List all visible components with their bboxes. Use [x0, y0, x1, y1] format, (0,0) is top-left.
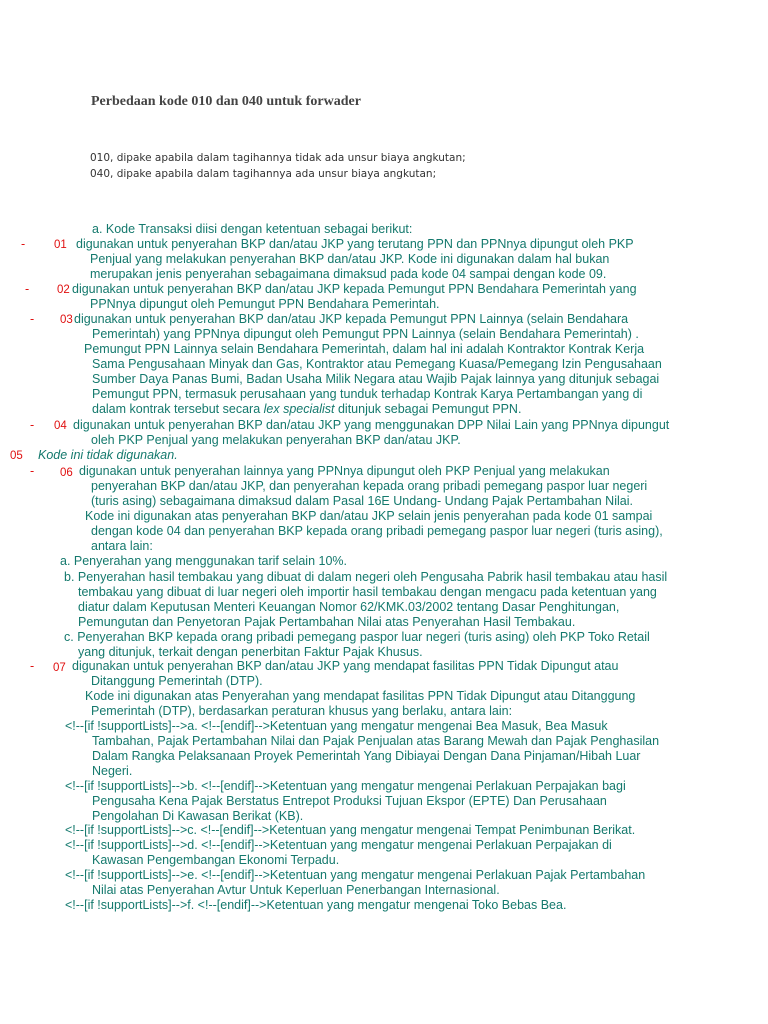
code-04-text: digunakan untuk penyerahan BKP dan/atau JKP yang menggunakan DPP Nilai Lain yang PPNnya dipungut	[73, 418, 670, 432]
intro-line-040: 040, dipake apabila dalam tagihannya ada unsur biaya angkutan;	[90, 168, 437, 180]
intro-line-010: 010, dipake apabila dalam tagihannya tidak ada unsur biaya angkutan;	[90, 152, 466, 164]
code-06-item-b: diatur dalam Keputusan Menteri Keuangan Nomor 62/KMK.03/2002 tentang Dasar Penghitungan,	[78, 600, 620, 614]
lex-specialist-term: lex specialist	[263, 402, 335, 416]
code-01-text: merupakan jenis penyerahan sebagaimana dimaksud pada kode 04 sampai dengan kode 09.	[90, 267, 607, 281]
code-02-text: PPNnya dipungut oleh Pemungut PPN Bendahara Pemerintah.	[90, 297, 440, 311]
code-01-text: Penjual yang melakukan penyerahan BKP dan/atau JKP. Kode ini digunakan dalam hal bukan	[90, 252, 610, 266]
code-03-text: Pemungut PPN, termasuk perusahaan yang tunduk terhadap Kontrak Karya Pertambangan yang di	[92, 387, 643, 401]
bullet-dash: -	[25, 282, 30, 296]
code-07: 07	[53, 662, 66, 674]
code-07-item-b: Pengusaha Kena Pajak Berstatus Entrepot Produksi Tujuan Ekspor (EPTE) Dan Perusahaan	[92, 794, 607, 808]
code-06-item-a: a. Penyerahan yang menggunakan tarif selain 10%.	[60, 554, 347, 568]
bullet-dash: -	[30, 312, 35, 326]
code-03: 03	[60, 314, 73, 326]
code-01: 01	[54, 239, 67, 251]
code-07-item-d: Kawasan Pengembangan Ekonomi Terpadu.	[92, 853, 340, 867]
code-07-item-b: Pengolahan Di Kawasan Berikat (KB).	[92, 809, 304, 823]
code-06-item-b: tembakau yang dibuat di luar negeri oleh importir hasil tembakau dengan mengacu pada ketentuan yang	[78, 585, 657, 599]
code-07-item-c: <!--[if !supportLists]-->c. <!--[endif]-->Ketentuan yang mengatur mengenai Tempat Penimbunan Berikat.	[65, 823, 636, 837]
bullet-dash: -	[30, 418, 35, 432]
code-07-item-e: <!--[if !supportLists]-->e. <!--[endif]-->Ketentuan yang mengatur mengenai Perlakuan Pajak Pertambahan	[65, 868, 646, 882]
code-07-text: Kode ini digunakan atas Penyerahan yang mendapat fasilitas PPN Tidak Dipungut atau Ditanggung	[85, 689, 636, 703]
code-07-text: Pemerintah (DTP), berdasarkan peraturan khusus yang berlaku, antara lain:	[91, 704, 513, 718]
code-06: 06	[60, 467, 73, 479]
code-02-text: digunakan untuk penyerahan BKP dan/atau JKP kepada Pemungut PPN Bendahara Pemerintah yang	[72, 282, 637, 296]
code-06-text: Kode ini digunakan atas penyerahan BKP dan/atau JKP selain jenis penyerahan pada kode 01 sampai	[85, 509, 653, 523]
code-07-item-d: <!--[if !supportLists]-->d. <!--[endif]-->Ketentuan yang mengatur mengenai Perlakuan Perpajakan di	[65, 838, 612, 852]
code-04: 04	[54, 420, 67, 432]
code-03-text-part: dalam kontrak tersebut secara	[92, 402, 264, 416]
bullet-dash: -	[21, 237, 26, 251]
code-07-item-a: Dalam Rangka Pelaksanaan Proyek Pemerintah Yang Dibiayai Dengan Dana Pinjaman/Hibah Luar	[92, 749, 641, 763]
code-03-text: Pemerintah) yang PPNnya dipungut oleh Pemungut PPN Lainnya (selain Bendahara Pemerintah) .	[92, 327, 639, 341]
code-04-text: oleh PKP Penjual yang melakukan penyerahan BKP dan/atau JKP.	[91, 433, 461, 447]
code-07-item-e: Nilai atas Penyerahan Avtur Untuk Keperluan Penerbangan Internasional.	[92, 883, 500, 897]
code-02: 02	[57, 284, 70, 296]
code-07-item-a: Negeri.	[92, 764, 133, 778]
bullet-dash: -	[30, 659, 35, 673]
code-05-text: Kode ini tidak digunakan.	[38, 448, 178, 462]
code-06-text: dengan kode 04 dan penyerahan BKP kepada orang pribadi pemegang paspor luar negeri (turis asing),	[91, 524, 663, 538]
code-03-text: Sama Pengusahaan Minyak dan Gas, Kontraktor atau Pemegang Kuasa/Pemegang Izin Pengusahaan	[92, 357, 662, 371]
code-03-text: Pemungut PPN Lainnya selain Bendahara Pemerintah, dalam hal ini adalah Kontraktor Kontrak Kerja	[84, 342, 645, 356]
code-06-item-c: c. Penyerahan BKP kepada orang pribadi pemegang paspor luar negeri (turis asing) oleh PKP Toko Retail	[64, 630, 650, 644]
code-03-text-part: ditunjuk sebagai Pemungut PPN.	[334, 402, 522, 416]
code-03-text: Sumber Daya Panas Bumi, Badan Usaha Milik Negara atau Wajib Pajak lainnya yang ditunjuk sebagai	[92, 372, 660, 386]
code-01-text: digunakan untuk penyerahan BKP dan/atau JKP yang terutang PPN dan PPNnya dipungut oleh PKP	[76, 237, 634, 251]
code-07-text: digunakan untuk penyerahan BKP dan/atau JKP yang mendapat fasilitas PPN Tidak Dipungut atau	[72, 659, 619, 673]
code-06-text: antara lain:	[91, 539, 153, 553]
bullet-dash: -	[30, 464, 35, 478]
code-05: 05	[10, 450, 23, 462]
code-07-item-a: Tambahan, Pajak Pertambahan Nilai dan Pajak Penjualan atas Barang Mewah dan Pajak Penghasilan	[92, 734, 660, 748]
code-06-item-b: Pemungutan dan Penyetoran Pajak Pertambahan Nilai atas Penyerahan Hasil Tembakau.	[78, 615, 576, 629]
code-06-item-c: yang ditunjuk, terkait dengan penerbitan Faktur Pajak Khusus.	[78, 645, 423, 659]
code-06-text: digunakan untuk penyerahan lainnya yang PPNnya dipungut oleh PKP Penjual yang melakukan	[79, 464, 610, 478]
code-07-text: Ditanggung Pemerintah (DTP).	[91, 674, 263, 688]
code-07-item-a: <!--[if !supportLists]-->a. <!--[endif]-->Ketentuan yang mengatur mengenai Bea Masuk, Bea Masuk	[65, 719, 608, 733]
code-07-item-f: <!--[if !supportLists]-->f. <!--[endif]-->Ketentuan yang mengatur mengenai Toko Bebas Bea.	[65, 898, 567, 912]
section-a-heading: a. Kode Transaksi diisi dengan ketentuan sebagai berikut:	[92, 222, 413, 236]
document-title: Perbedaan kode 010 dan 040 untuk forwader	[91, 94, 361, 109]
code-03-text	[92, 402, 521, 417]
code-06-text: penyerahan BKP dan/atau JKP, dan penyerahan kepada orang pribadi pemegang paspor luar negeri	[91, 479, 648, 493]
code-07-item-b: <!--[if !supportLists]-->b. <!--[endif]-->Ketentuan yang mengatur mengenai Perlakuan Perpajakan bagi	[65, 779, 626, 793]
code-06-item-b: b. Penyerahan hasil tembakau yang dibuat di dalam negeri oleh Pengusaha Pabrik hasil tembakau atau hasil	[64, 570, 668, 584]
code-06-text: (turis asing) sebagaimana dimaksud dalam Pasal 16E Undang- Undang Pajak Pertambahan Nilai.	[91, 494, 633, 508]
code-03-text: digunakan untuk penyerahan BKP dan/atau JKP kepada Pemungut PPN Lainnya (selain Bendahara	[74, 312, 629, 326]
